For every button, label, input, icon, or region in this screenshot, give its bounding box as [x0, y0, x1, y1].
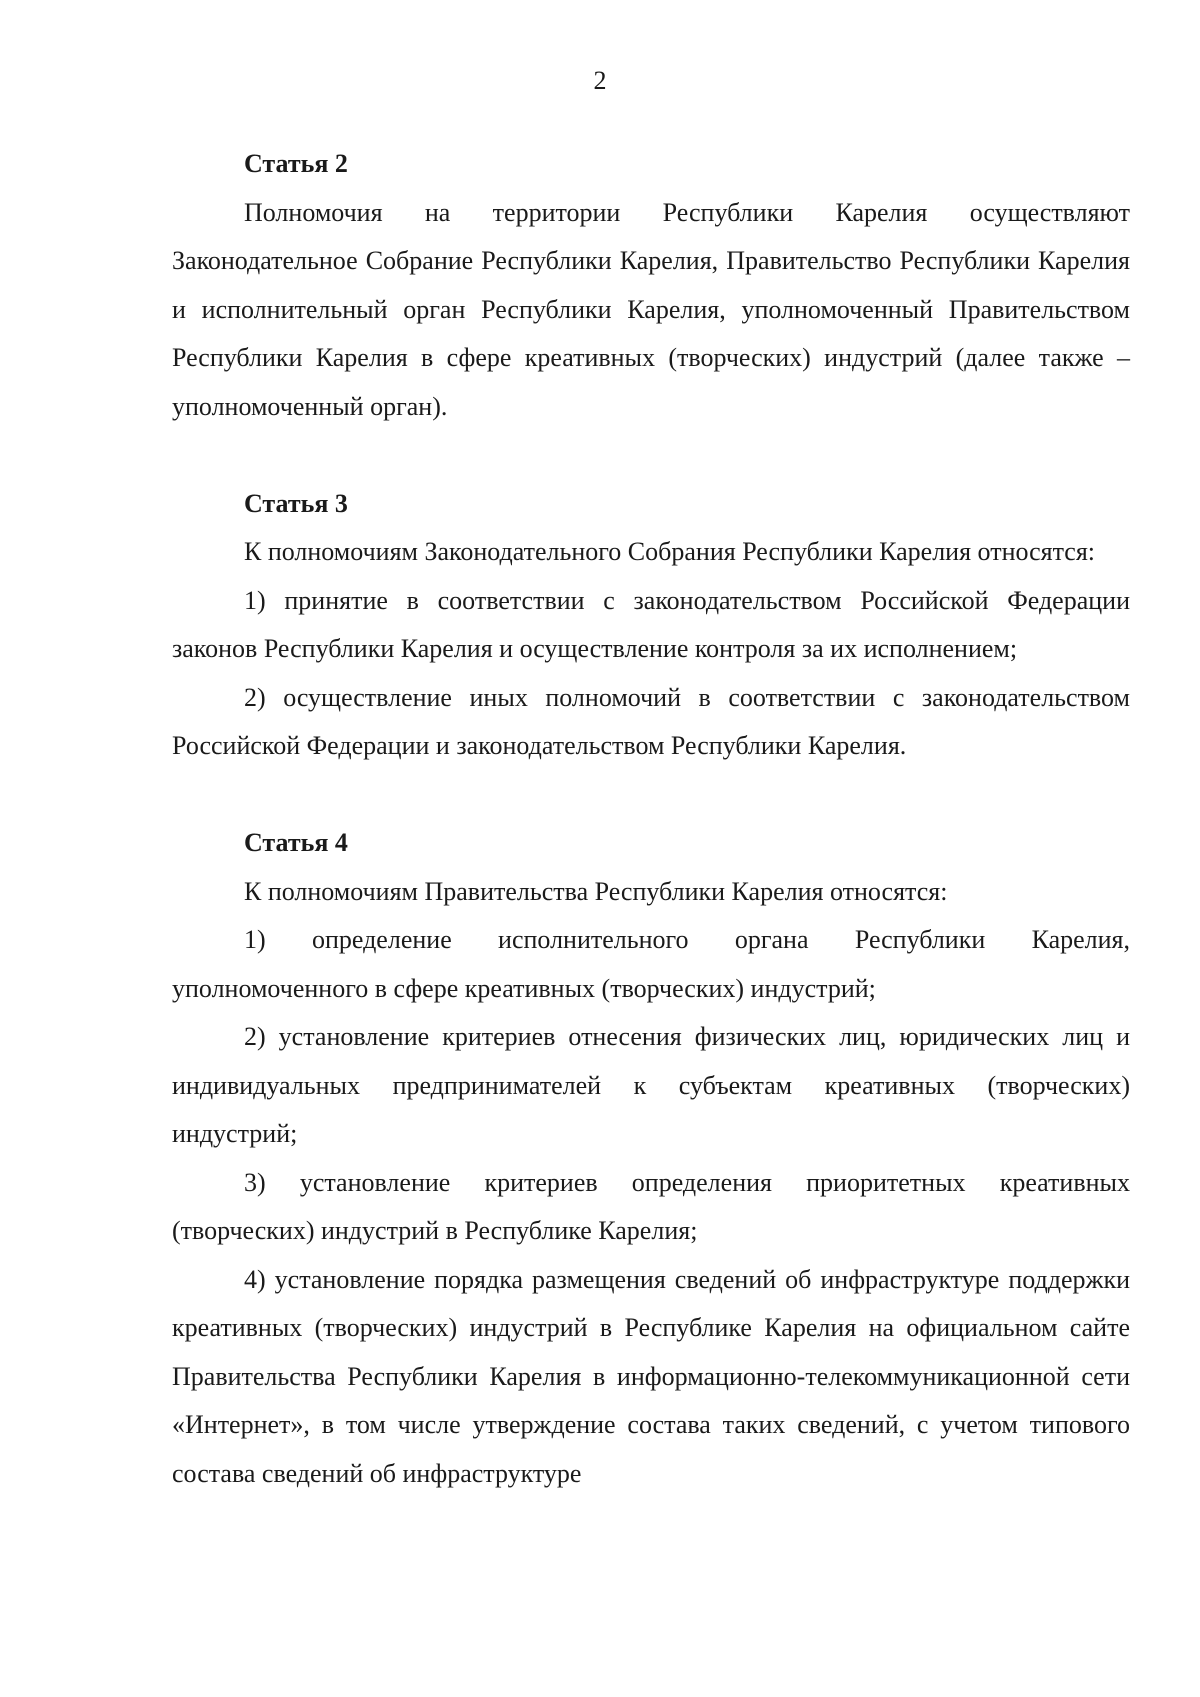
list-item: 4) установление порядка размещения сведений об инфраструктуре поддержки креативных (творческих) индустрий в Республике Карелия на официальном сайте Правительства Республики Карелия в информационно-телекоммуникационной сети «Интернет», в том числе утверждение состава таких сведений, с учетом типового состава сведений об инфраструктуре: [172, 1264, 1130, 1488]
section-spacer: [172, 771, 1130, 820]
article-3: [172, 480, 1130, 771]
paragraph: К полномочиям Законодательного Собрания Республики Карелия относятся:: [244, 537, 1096, 566]
list-item: 2) установление критериев отнесения физических лиц, юридических лиц и индивидуальных предпринимателей к субъектам креативных (творческих) индустрий;: [172, 1022, 1130, 1148]
article-heading: Статья 4: [244, 828, 348, 857]
article-2: [172, 140, 1130, 431]
article-heading: Статья 3: [244, 488, 348, 518]
section-spacer: [172, 431, 1130, 480]
article-4: [172, 819, 1130, 1498]
paragraph: К полномочиям Правительства Республики Карелия относятся:: [244, 876, 948, 906]
list-item: 1) определение исполнительного органа Республики Карелия, уполномоченного в сфере креативных (творческих) индустрий;: [172, 925, 1130, 1003]
document-body: [172, 140, 1130, 1498]
list-item: 1) принятие в соответствии с законодательством Российской Федерации законов Республики Карелия и осуществление контроля за их исполнением;: [172, 585, 1130, 663]
paragraph: Полномочия на территории Республики Карелия осуществляют Законодательное Собрание Республики Карелия, Правительство Республики Карелия и исполнительный орган Республики Карелия, уполномоченный Правительством Республики Карелия в сфере креативных (творческих) индустрий (далее также – уполномоченный орган).: [172, 197, 1130, 421]
article-heading: Статья 2: [244, 149, 348, 178]
list-item: 3) установление критериев определения приоритетных креативных (творческих) индустрий в Республике Карелия;: [172, 1167, 1130, 1245]
list-item: 2) осуществление иных полномочий в соответствии с законодательством Российской Федерации и законодательством Республики Карелия.: [172, 682, 1130, 760]
page-number: 2: [593, 66, 607, 95]
